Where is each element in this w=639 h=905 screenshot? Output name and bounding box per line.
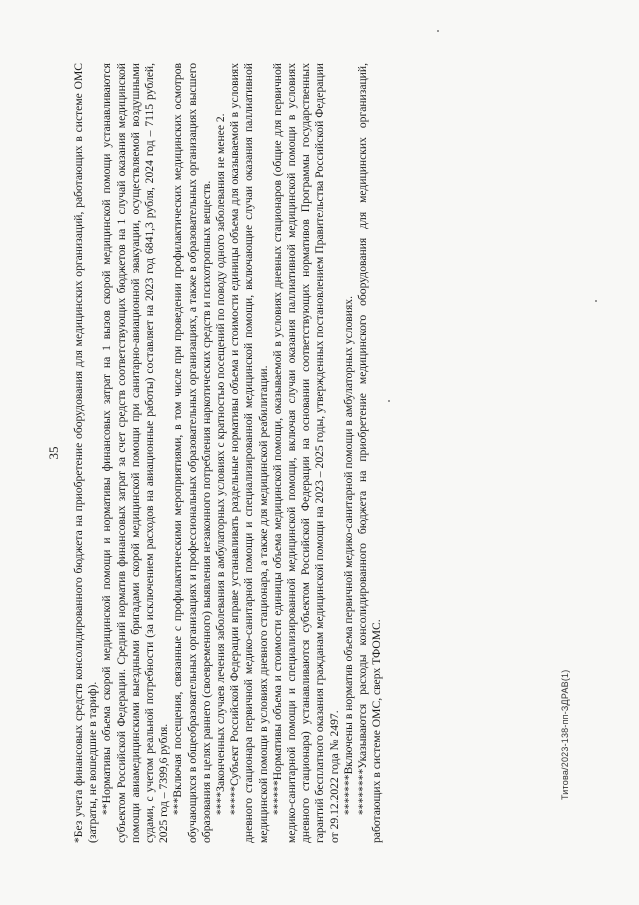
footnote: ********Указываются расходы консолидированного бюджета на приобретение медицинского оборудования для медицинских организаций, работающих в системе ОМС, сверх ТФОМС. (355, 62, 383, 843)
footnote: ***Включая посещения, связанные с профилактическими мероприятиями, в том числе при проведении профилактических медицинских осмотров обучающихся в общеобразовательных организациях и профессиональных образовательных организациях, а также в образовательных организациях высшего образования в целях раннего (своевременного) выявления незаконного потребления наркотических средств и психотропных веществ. (170, 62, 213, 843)
scan-speck (388, 400, 390, 402)
footnote: *******Включены в норматив объема первичной медико-санитарной помощи в амбулаторных условиях. (341, 295, 355, 815)
page-number: 35 (45, 446, 61, 459)
footnote: **Нормативы объема скорой медицинской помощи и нормативы финансовых затрат на 1 вызов скорой медицинской помощи устанавливаются субъектом Российской Федерации. Средний норматив финансовых затрат за счет средств соответствующих бюджетов на 1 случай оказания медицинской помощи авиамедицинскими выездными бригадами скорой медицинской помощи при санитарно-авиационной эвакуации, осуществляемой воздушными судами, с учетом реальной потребности (за исключением расходов на авиационные работы) составляет на 2023 год 6841,3 рубля, 2024 год – 7115 рублей, 2025 год – 7399,6 рубля. (99, 62, 170, 843)
footnote: *Без учета финансовых средств консолидированного бюджета на приобретение оборудования для медицинских организаций, работающих в системе ОМС (затраты, не вошедшие в тариф). (71, 62, 99, 843)
footnote: ****Законченных случаев лечения заболевания в амбулаторных условиях с кратностью посещений по поводу одного заболевания не менее 2. (213, 112, 227, 815)
footnote: ******Нормативы объема и стоимости единицы объема медицинской помощи, оказываемой в условиях дневных стационаров (общие для первичной медико-санитарной помощи и специализированной медицинской помощи, включая случаи оказания паллиативной медицинской помощи в условиях дневного стационара) устанавливаются субъектом Российской Федерации на основании соответствующих нормативов Программы государственных гарантий бесплатного оказания гражданам медицинской помощи на 2023 – 2025 годы, утвержденных постановлением Правительства Российской Федерации от 29.12.2022 года № 2497. (270, 62, 341, 843)
scan-speck (437, 30, 439, 32)
scan-speck (595, 300, 597, 302)
document-code: Титова/2023-138-пп-ЗДРАВ(1) (560, 669, 570, 800)
footnotes-text (72, 63, 384, 843)
footnote: *****Субъект Российской Федерации вправе устанавливать раздельные нормативы объема и стоимости единицы объема для оказываемой в условиях дневного стационара первичной медико-санитарной помощи и специализированной медицинской помощи, включающие случаи оказания паллиативной медицинской помощи в условиях дневного стационара, а также для медицинской реабилитации. (227, 62, 270, 843)
rotated-content (40, 43, 600, 863)
